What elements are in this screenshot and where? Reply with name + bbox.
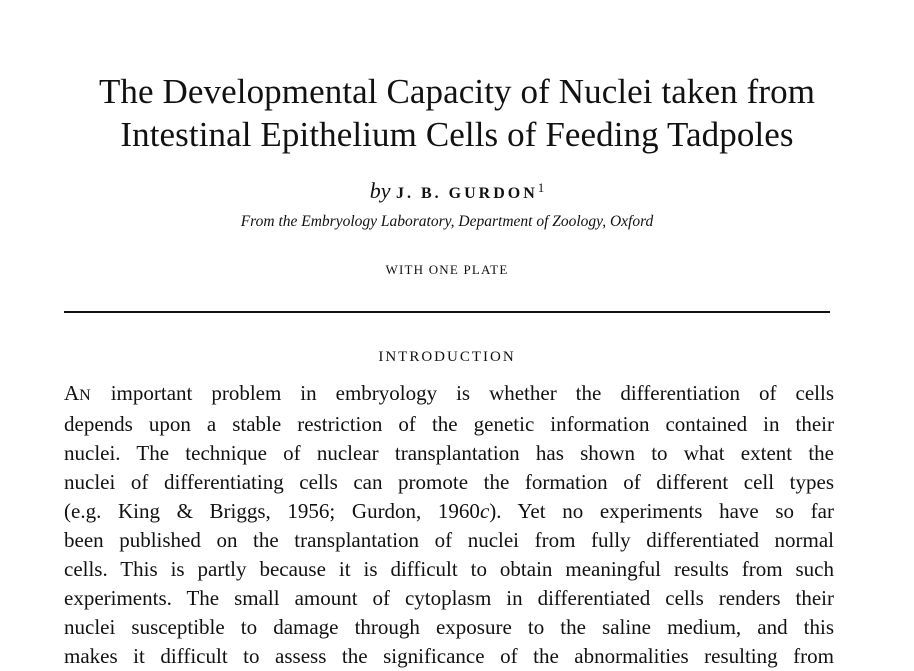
paper-title — [0, 70, 914, 156]
header-rule — [64, 311, 830, 313]
author-name: J. B. GURDON — [395, 185, 538, 202]
author-byline — [0, 178, 914, 204]
body-line: depends upon a stable restriction of the genetic information contained in their — [64, 412, 834, 436]
title-line-1: The Developmental Capacity of Nuclei taken from — [98, 72, 816, 111]
body-line-text: important problem in embryology is whether the differentiation of cells — [91, 381, 834, 405]
body-line: experiments. The small amount of cytoplasm in differentiated cells renders their — [64, 586, 834, 610]
author-footnote-mark: 1 — [537, 180, 545, 195]
body-line — [64, 379, 834, 410]
body-line: cells. This is partly because it is difficult to obtain meaningful results from such — [64, 557, 834, 581]
body-line: (e.g. King & Briggs, 1956; Gurdon, 1960c). Yet no experiments have so far — [64, 499, 834, 523]
dropcap-rest: N — [79, 387, 92, 404]
author-affiliation: From the Embryology Laboratory, Department of Zoology, Oxford — [240, 213, 654, 230]
body-line: nuclei susceptible to damage through exposure to the saline medium, and this — [64, 615, 834, 639]
title-line-2: Intestinal Epithelium Cells of Feeding Tadpoles — [120, 115, 794, 154]
body-paragraph — [64, 379, 834, 671]
body-line: nuclei. The technique of nuclear transplantation has shown to what extent the — [64, 441, 834, 465]
byline-by: by — [369, 178, 391, 203]
body-line: makes it difficult to assess the significance of the abnormalities resulting from — [64, 644, 834, 668]
body-line: nuclei of differentiating cells can promote the formation of different cell types — [64, 470, 834, 494]
body-line: been published on the transplantation of nuclei from fully differentiated normal — [64, 528, 834, 552]
plate-note: WITH ONE PLATE — [385, 262, 509, 277]
section-heading: INTRODUCTION — [378, 349, 516, 365]
dropcap-first-letter: A — [64, 381, 80, 405]
